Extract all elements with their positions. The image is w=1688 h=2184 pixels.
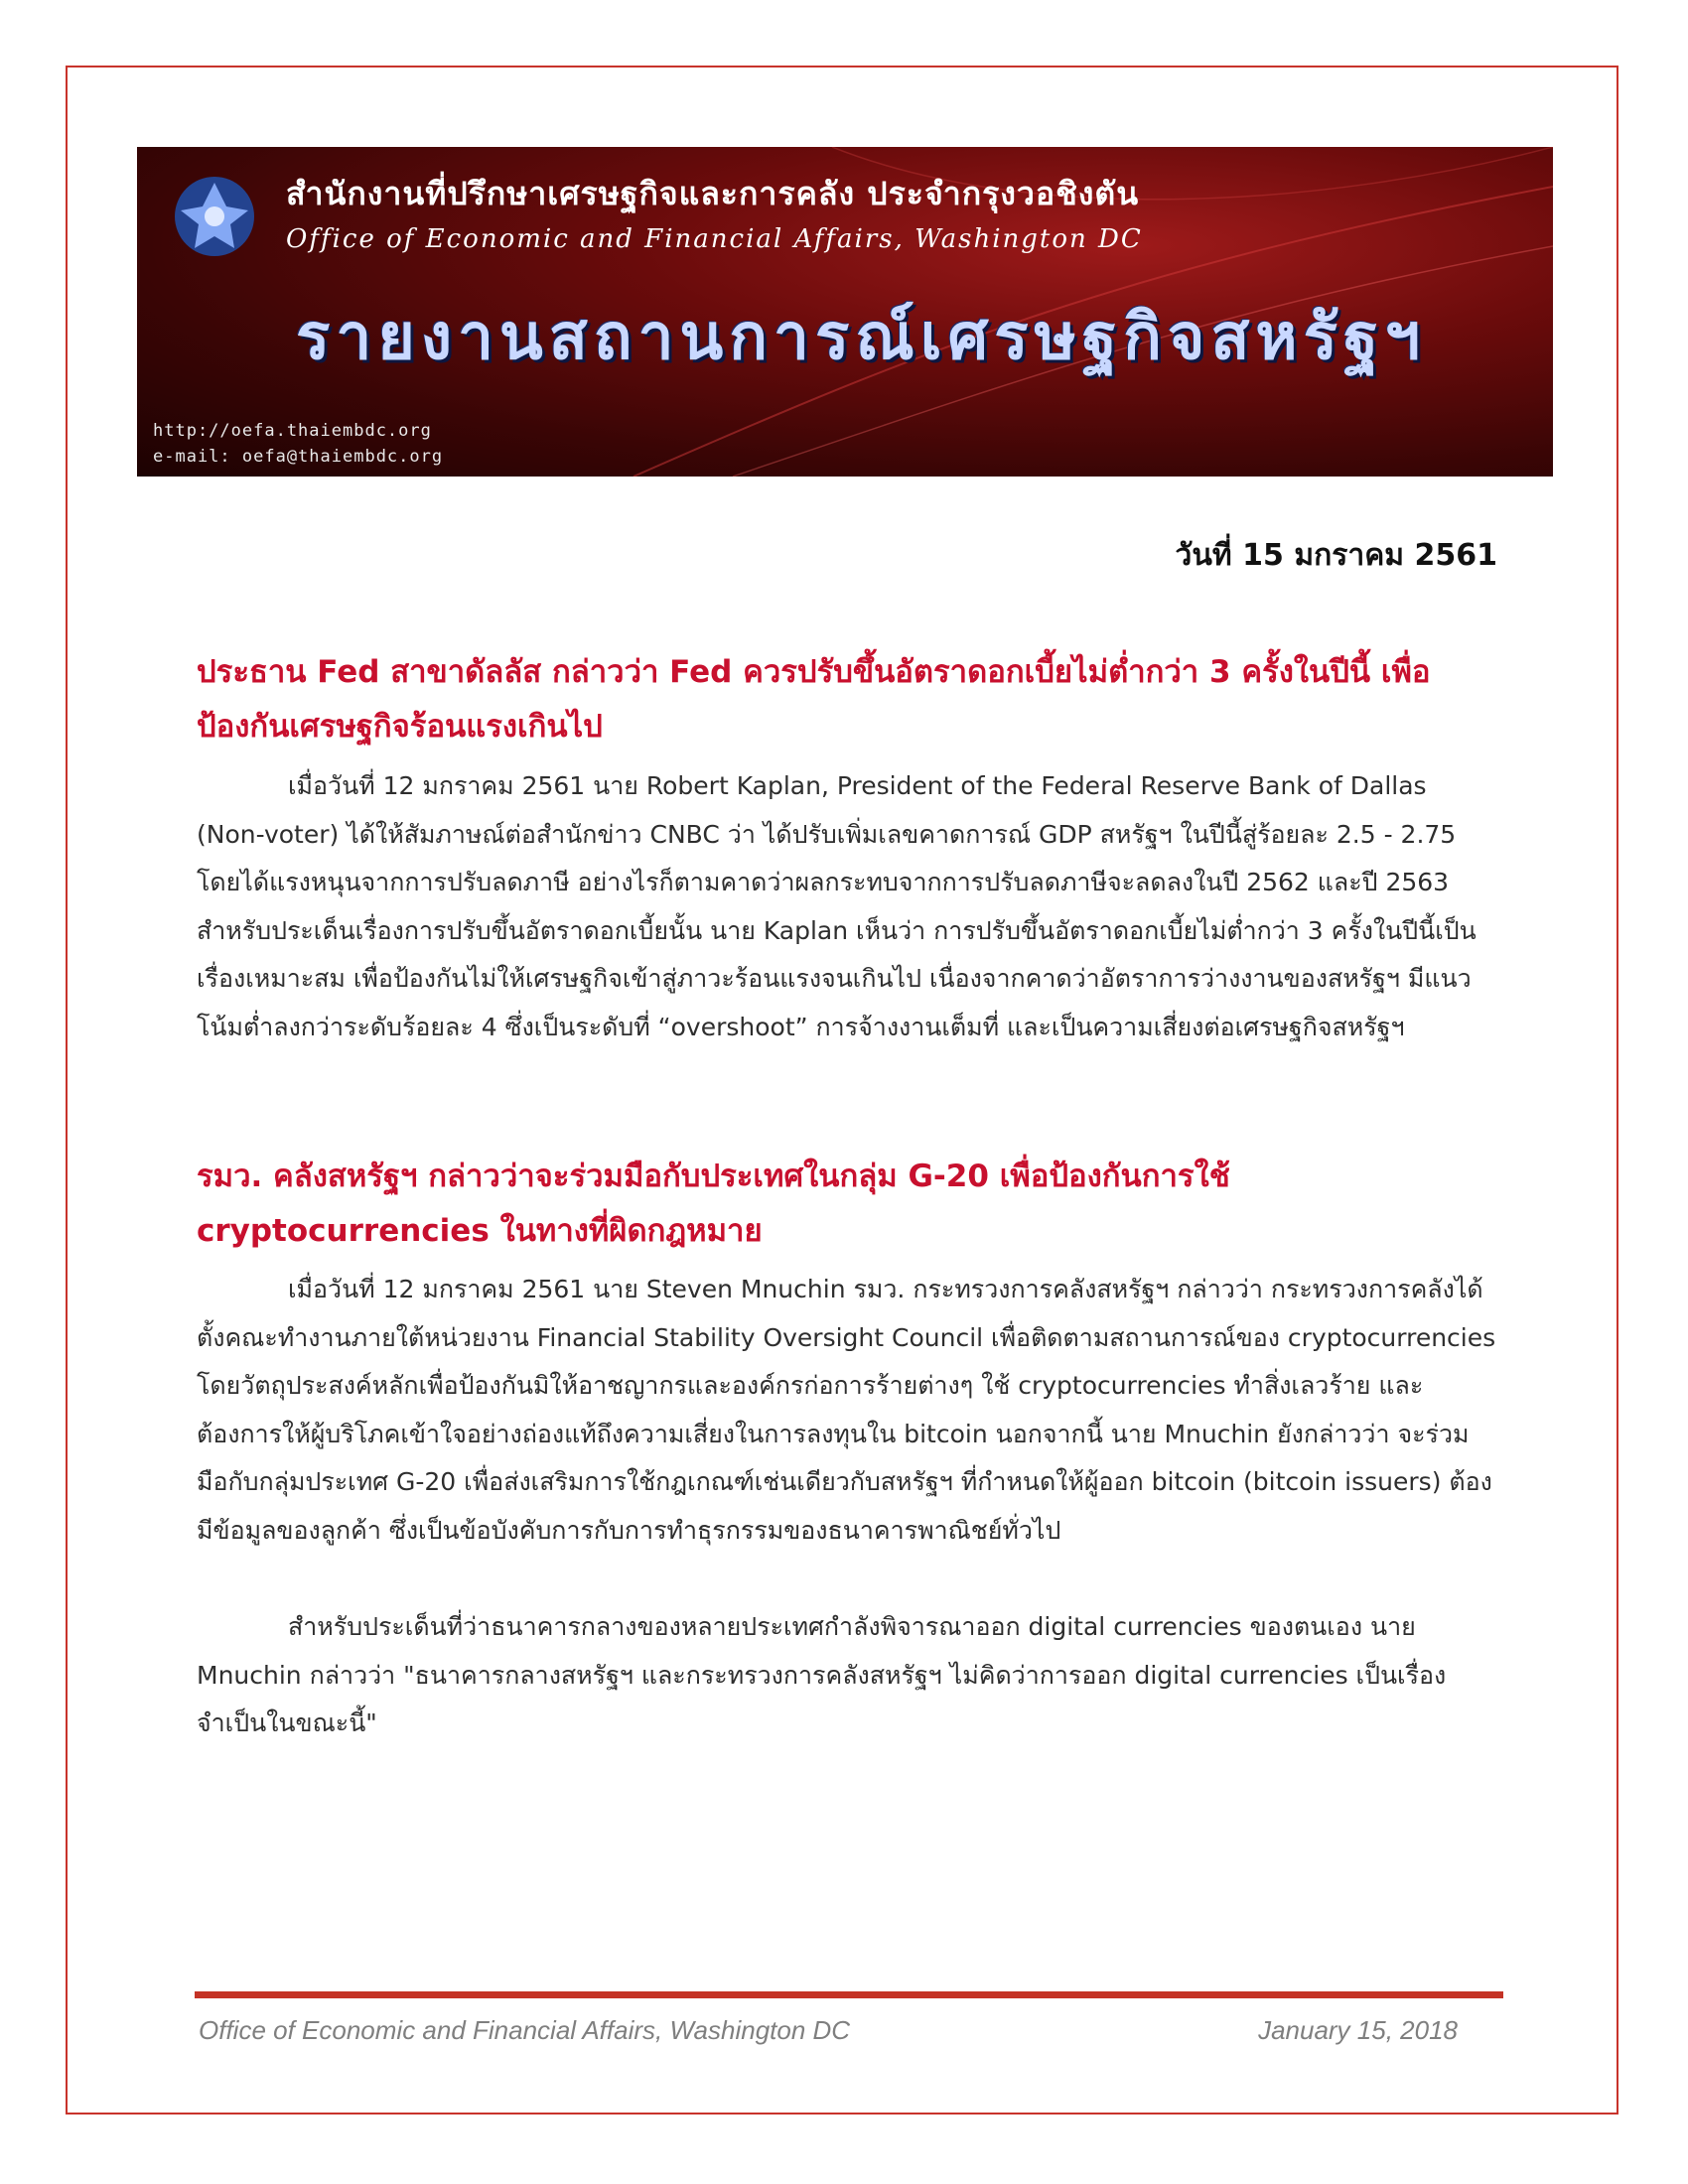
article-1-paragraph-text: เมื่อวันที่ 12 มกราคม 2561 นาย Robert Kaplan, President of the Federal Reserve Bank of Dallas (Non-voter) ได้ให้สัมภาษณ์ต่อสำนักข่าว CNBC ว่า ได้ปรับเพิ่มเลขคาดการณ์ GDP สหรัฐฯ ในปีนี้สู่ร้อยละ 2.5 - 2.75 โดยได้แรงหนุนจากการปรับลดภาษี อย่างไรก็ตามคาดว่าผลกระทบจากการปรับลดภาษีจะลดลงในปี 2562 และปี 2563 สำหรับประเด็นเรื่องการปรับขึ้นอัตราดอกเบี้ยนั้น นาย Kaplan เห็นว่า การปรับขึ้นอัตราดอกเบี้ยไม่ต่ำกว่า 3 ครั้งในปีนี้เป็นเรื่องเหมาะสม เพื่อป้องกันไม่ให้เศรษฐกิจเข้าสู่ภาวะร้อนแรงจนเกินไป เนื่องจากคาดว่าอัตราการว่างงานของสหรัฐฯ มีแนวโน้มต่ำลงกว่าระดับร้อยละ 4 ซึ่งเป็นระดับที่ “overshoot” การจ้างงานเต็มที่ และเป็นความเสี่ยงต่อเศรษฐกิจสหรัฐฯ	[197, 771, 1477, 1041]
report-date: วันที่ 15 มกราคม 2561	[1175, 538, 1497, 573]
article-2-paragraph-2-text: สำหรับประเด็นที่ว่าธนาคารกลางของหลายประเทศกำลังพิจารณาออก digital currencies ของตนเอง นาย Mnuchin กล่าวว่า "ธนาคารกลางสหรัฐฯ และกระทรวงการคลังสหรัฐฯ ไม่คิดว่าการออก digital currencies เป็นเรื่องจำเป็นในขณะนี้"	[197, 1612, 1447, 1737]
contact-email[interactable]: e-mail: oefa@thaiembdc.org	[153, 447, 444, 467]
article-2-paragraph-1-text: เมื่อวันที่ 12 มกราคม 2561 นาย Steven Mnuchin รมว. กระทรวงการคลังสหรัฐฯ กล่าวว่า กระทรวงการคลังได้ตั้งคณะทำงานภายใต้หน่วยงาน Financial Stability Oversight Council เพื่อติดตามสถานการณ์ของ cryptocurrencies โดยวัตถุประสงค์หลักเพื่อป้องกันมิให้อาชญากรและองค์กรก่อการร้ายต่างๆ ใช้ cryptocurrencies ทำสิ่งเลวร้าย และต้องการให้ผู้บริโภคเข้าใจอย่างถ่องแท้ถึงความเสี่ยงในการลงทุนใน bitcoin นอกจากนี้ นาย Mnuchin ยังกล่าวว่า จะร่วมมือกับกลุ่มประเทศ G-20 เพื่อส่งเสริมการใช้กฎเกณฑ์เช่นเดียวกับสหรัฐฯ ที่กำหนดให้ผู้ออก bitcoin (bitcoin issuers) ต้องมีข้อมูลของลูกค้า ซึ่งเป็นข้อบังคับการกับการทำธุรกรรมของธนาคารพาณิชย์ทั่วไป	[197, 1275, 1496, 1545]
header-banner	[137, 147, 1553, 477]
article-2-paragraph-2	[197, 1603, 1497, 1748]
article-2-paragraph-1	[197, 1266, 1497, 1555]
footer-office-name: Office of Economic and Financial Affairs, Washington DC	[199, 2015, 851, 2045]
garuda-emblem-icon	[169, 167, 260, 266]
footer-date: January 15, 2018	[1258, 2015, 1458, 2045]
agency-thai-name: สำนักงานที่ปรึกษาเศรษฐกิจและการคลัง ประจำกรุงวอชิงตัน	[286, 175, 1140, 212]
article-1-headline: ประธาน Fed สาขาดัลลัส กล่าวว่า Fed ควรปรับขึ้นอัตราดอกเบี้ยไม่ต่ำกว่า 3 ครั้งในปีนี้ เพื่อป้องกันเศรษฐกิจร้อนแรงเกินไป	[197, 654, 1431, 745]
article-2-headline: รมว. คลังสหรัฐฯ กล่าวว่าจะร่วมมือกับประเทศในกลุ่ม G-20 เพื่อป้องกันการใช้ cryptocurrencies ในทางที่ผิดกฎหมาย	[197, 1159, 1230, 1249]
article-1-paragraph	[197, 762, 1497, 1051]
agency-english-name: Office of Economic and Financial Affairs, Washington DC	[286, 224, 1143, 254]
report-title: รายงานสถานการณ์เศรษฐกิจสหรัฐฯ	[296, 300, 1427, 374]
footer-rule	[195, 1991, 1503, 1998]
website-url[interactable]: http://oefa.thaiembdc.org	[153, 421, 432, 441]
